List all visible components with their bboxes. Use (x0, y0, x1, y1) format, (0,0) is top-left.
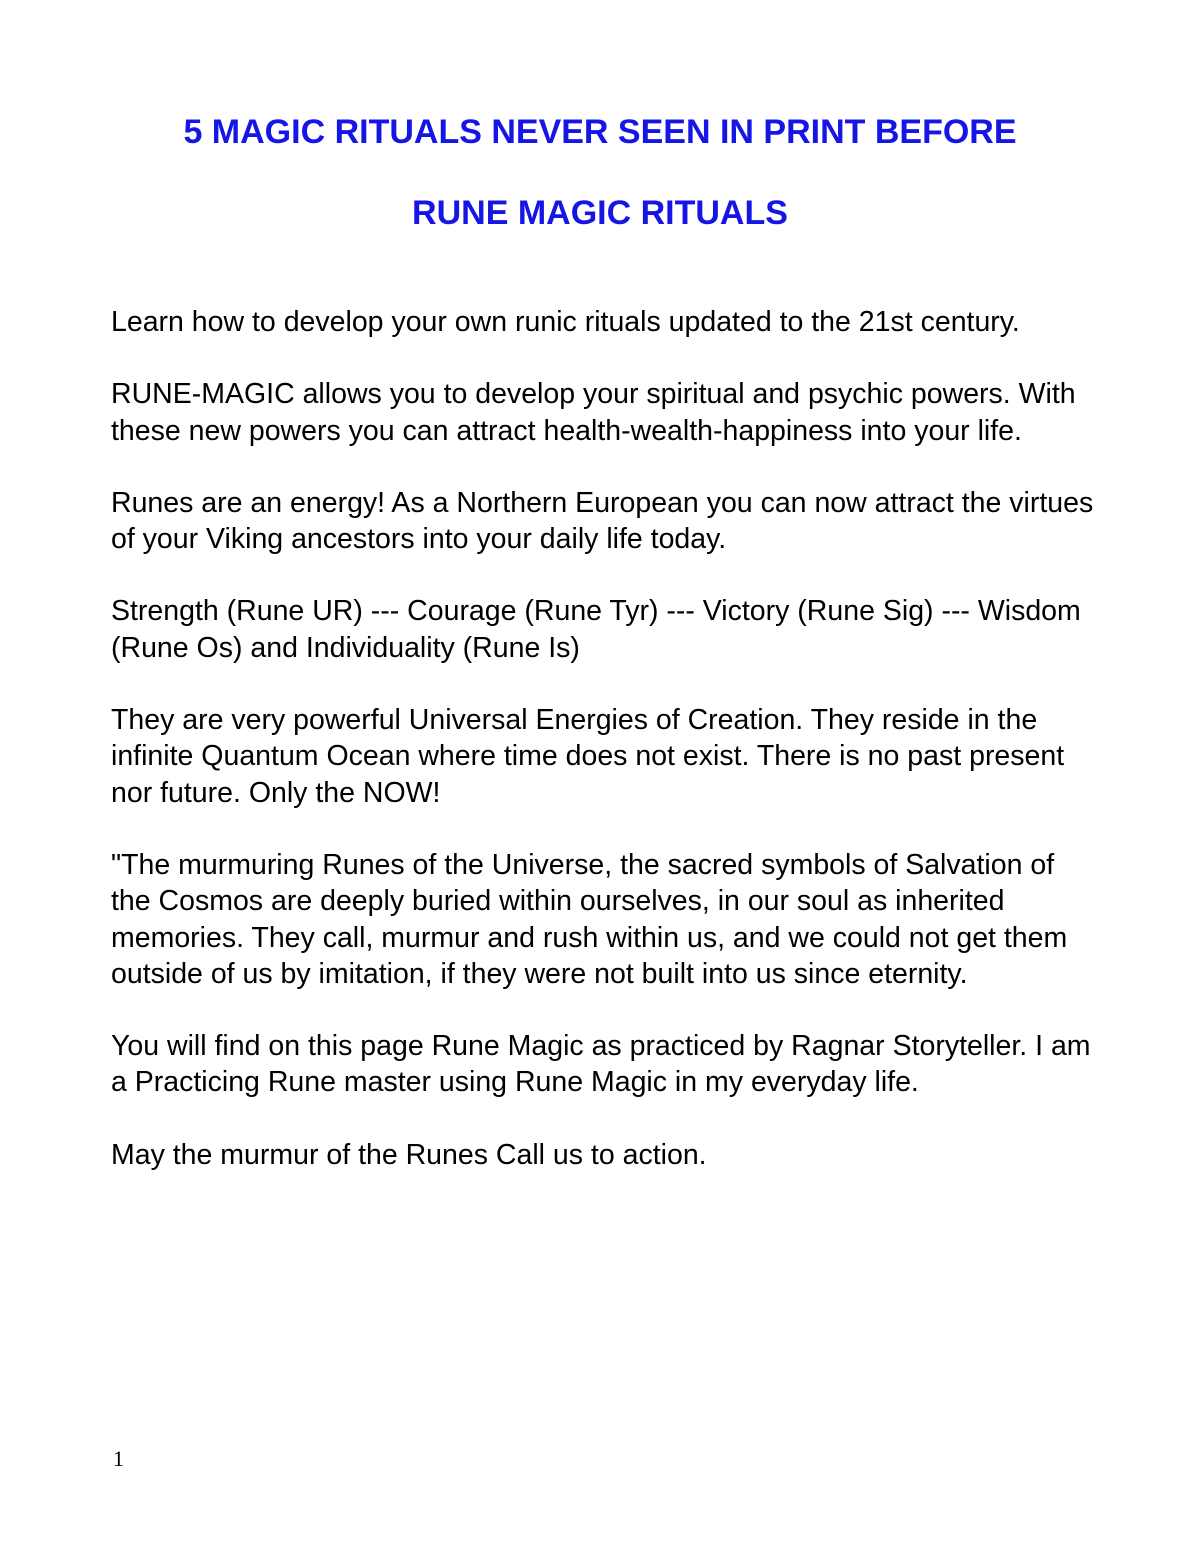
paragraph-rune-magic: RUNE-MAGIC allows you to develop your spiritual and psychic powers. With these new powers you can attract health-wealth-happiness into your life. (111, 378, 1076, 447)
paragraph-universal-energies: They are very powerful Universal Energies of Creation. They reside in the infinite Quantum Ocean where time does not exist. There is no past present nor future. Only the NOW! (111, 704, 1065, 809)
document-subtitle: RUNE MAGIC RITUALS (412, 194, 788, 232)
paragraph-author: You will find on this page Rune Magic as practiced by Ragnar Storyteller. I am a Practicing Rune master using Rune Magic in my everyday life. (111, 1030, 1091, 1099)
document-title: 5 MAGIC RITUALS NEVER SEEN IN PRINT BEFORE (183, 113, 1017, 151)
paragraph-virtues: Strength (Rune UR) --- Courage (Rune Tyr) --- Victory (Rune Sig) --- Wisdom (Rune Os) and Individuality (Rune Is) (111, 595, 1081, 664)
paragraph-intro: Learn how to develop your own runic rituals updated to the 21st century. (111, 306, 1020, 338)
paragraph-energy: Runes are an energy! As a Northern European you can now attract the virtues of your Viking ancestors into your daily life today. (111, 486, 1094, 556)
body-text (111, 304, 1101, 1209)
paragraph-closing: May the murmur of the Runes Call us to action. (111, 1138, 707, 1171)
page-number: 1 (113, 1446, 124, 1471)
paragraph-quote: "The murmuring Runes of the Universe, the sacred symbols of Salvation of the Cosmos are deeply buried within ourselves, in our soul as inherited memories. They call, murmur and rush within us, and we could not get them outside of us by imitation, if they were not built into us since eternity. (111, 848, 1068, 990)
